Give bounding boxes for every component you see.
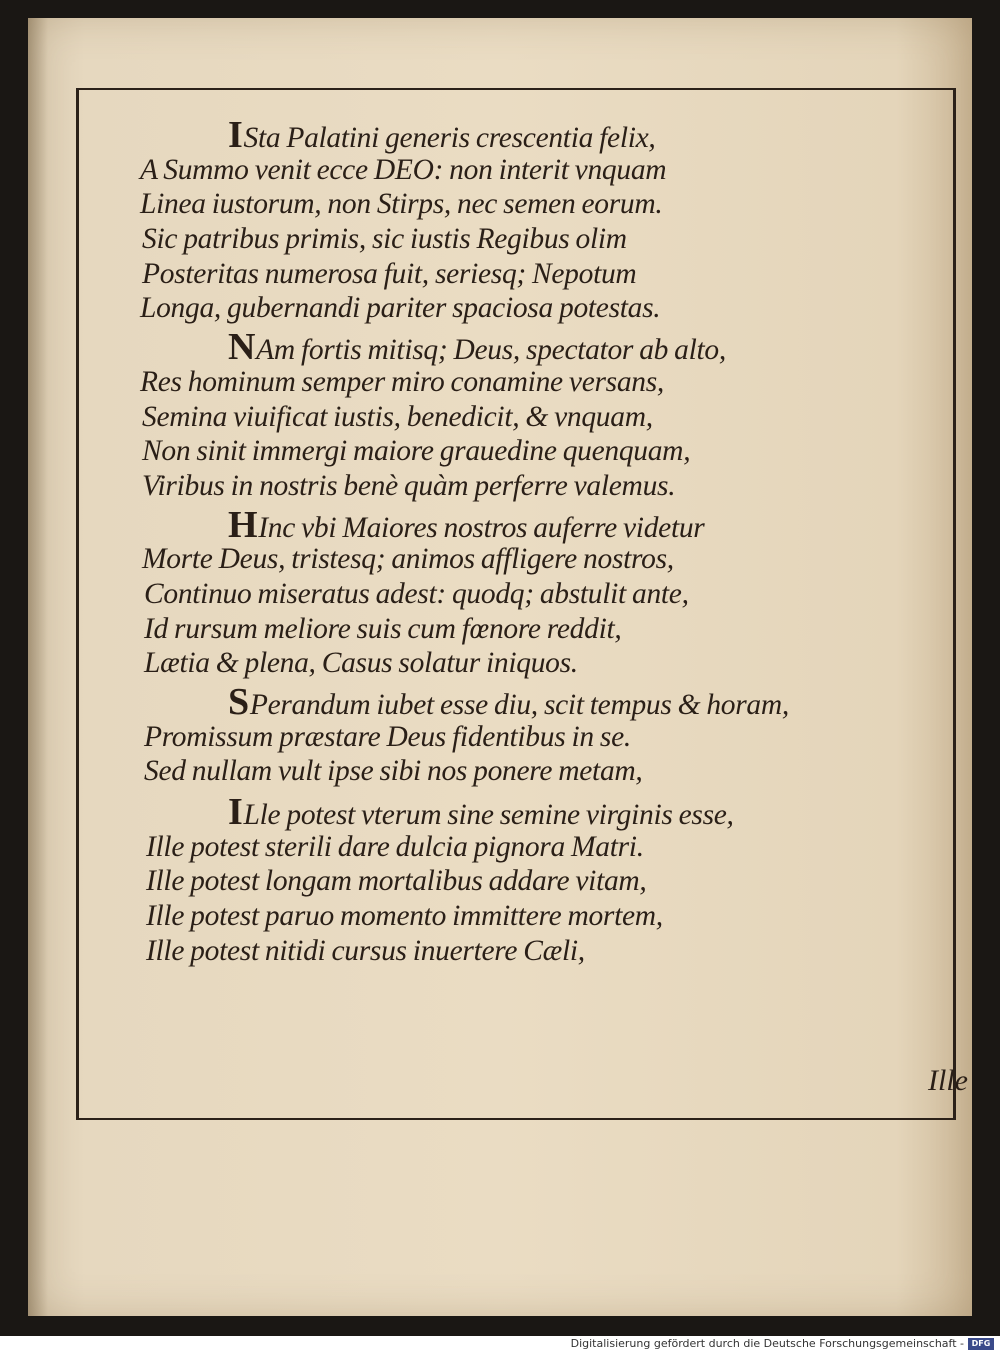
poem-line [144, 646, 940, 681]
poem-line [146, 830, 940, 865]
line-text: Sed nullam vult ipse sibi nos ponere metam, [144, 755, 643, 788]
poem-line [146, 899, 940, 934]
poem-line [142, 434, 940, 469]
stanza-initial: S [228, 681, 249, 723]
poem-line [142, 400, 940, 435]
line-text: Res hominum semper miro conamine versans, [140, 365, 664, 398]
poem-line [180, 503, 940, 546]
poem-line [144, 754, 940, 789]
stanza [142, 503, 940, 681]
line-text: Ille potest sterili dare dulcia pignora Matri. [146, 830, 644, 863]
footer-bar [0, 1336, 1000, 1353]
line-text: Ille potest paruo momento immittere mortem, [146, 900, 663, 933]
line-text: Non sinit immergi maiore grauedine quenquam, [142, 435, 691, 468]
poem-line [180, 114, 940, 156]
stanza [140, 326, 940, 503]
poem-line [142, 542, 940, 577]
poem-line [142, 222, 940, 257]
poem-line [142, 257, 940, 292]
stanza-initial: I [228, 114, 243, 156]
poem-line [140, 291, 940, 326]
poem-line [146, 934, 940, 969]
poem-line [146, 864, 940, 899]
poem-text [140, 114, 940, 969]
line-text: Morte Deus, tristesq; animos affligere nostros, [142, 543, 674, 576]
poem-line [144, 612, 940, 647]
poem-line [140, 187, 940, 222]
stanza-initial: I [228, 791, 243, 834]
line-text: Perandum iubet esse diu, scit tempus & horam, [249, 689, 789, 721]
line-text: Linea iustorum, non Stirps, nec semen eorum. [140, 188, 663, 221]
poem-line [144, 577, 940, 612]
poem-line [144, 720, 940, 755]
line-text: Semina viuificat iustis, benedicit, & vnquam, [142, 400, 653, 433]
line-text: Ille potest nitidi cursus inuertere Cæli, [146, 934, 585, 967]
stanza-initial: H [228, 503, 258, 546]
line-text: Continuo miseratus adest: quodq; abstulit ante, [144, 577, 689, 610]
poem-line [180, 326, 940, 369]
poem-line [180, 681, 940, 723]
line-text: A Summo venit ecce DEO: non interit vnquam [140, 153, 667, 186]
line-text: Promissum præstare Deus fidentibus in se. [144, 720, 631, 753]
poem-line [140, 153, 940, 188]
poem-line [142, 469, 940, 504]
stanza [144, 681, 940, 789]
page-gutter-shadow [28, 18, 48, 1316]
poem-line [140, 365, 940, 400]
line-text: Am fortis mitisq; Deus, spectator ab alto, [256, 334, 726, 367]
line-text: Longa, gubernandi pariter spaciosa potestas. [140, 292, 661, 325]
line-text: Sta Palatini generis crescentia felix, [243, 122, 656, 154]
stanza-initial: N [228, 326, 256, 369]
line-text: Ille potest longam mortalibus addare vitam, [146, 865, 647, 898]
line-text: Lætia & plena, Casus solatur iniquos. [144, 647, 578, 680]
catchword: Ille [928, 1064, 968, 1097]
stanza [140, 114, 940, 326]
line-text: Inc vbi Maiores nostros auferre videtur [258, 511, 705, 544]
line-text: Sic patribus primis, sic iustis Regibus olim [142, 223, 627, 256]
stanza [146, 791, 940, 968]
line-text: Id rursum meliore suis cum fœnore reddit, [144, 612, 622, 645]
line-text: Posteritas numerosa fuit, seriesq; Nepotum [142, 257, 637, 290]
dfg-logo: DFG [968, 1338, 994, 1350]
line-text: Lle potest vterum sine semine virginis esse, [243, 799, 734, 832]
footer-credit: Digitalisierung gefördert durch die Deutsche Forschungsgemeinschaft - [570, 1337, 964, 1350]
line-text: Viribus in nostris benè quàm perferre valemus. [142, 469, 676, 502]
poem-line [180, 791, 940, 834]
